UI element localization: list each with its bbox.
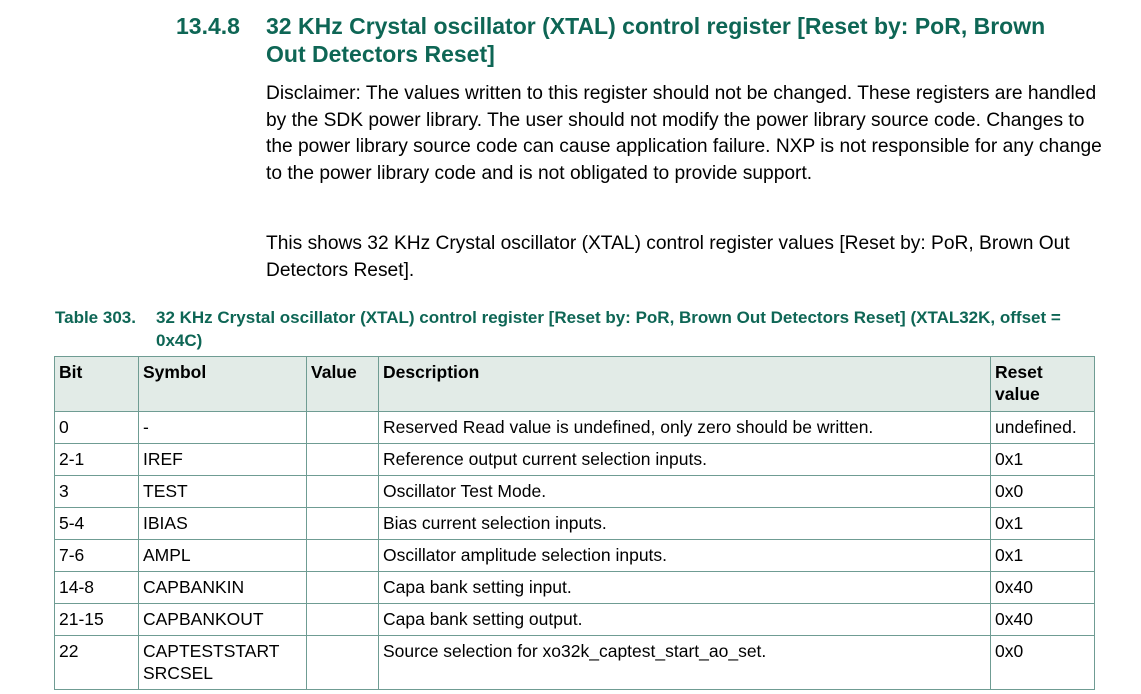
cell-reset: undefined.: [991, 412, 1095, 444]
cell-reset: 0x40: [991, 604, 1095, 636]
cell-bit: 0: [55, 412, 139, 444]
cell-value: [307, 476, 379, 508]
cell-value: [307, 636, 379, 690]
table-body: [55, 412, 1095, 690]
cell-description: Source selection for xo32k_captest_start_ao_set.: [379, 636, 991, 690]
table-row: [55, 572, 1095, 604]
cell-symbol: IREF: [139, 444, 307, 476]
cell-bit: 7-6: [55, 540, 139, 572]
cell-symbol: CAPTESTSTART SRCSEL: [139, 636, 307, 690]
cell-reset: 0x1: [991, 540, 1095, 572]
header-value: Value: [307, 357, 379, 412]
header-reset-value: Reset value: [991, 357, 1095, 412]
cell-reset: 0x40: [991, 572, 1095, 604]
cell-value: [307, 540, 379, 572]
table-row: [55, 604, 1095, 636]
table-label: Table 303.: [55, 308, 136, 327]
table-row: [55, 476, 1095, 508]
cell-description: Capa bank setting output.: [379, 604, 991, 636]
cell-bit: 5-4: [55, 508, 139, 540]
cell-bit: 22: [55, 636, 139, 690]
cell-symbol: AMPL: [139, 540, 307, 572]
cell-value: [307, 444, 379, 476]
cell-bit: 14-8: [55, 572, 139, 604]
disclaimer-paragraph: Disclaimer: The values written to this register should not be changed. These registers are handled by the SDK power library. The user should not modify the power library source code. Changes to the power library source code can cause application failure. NXP is not responsible for any change to the power library code and is not obligated to provide support.: [266, 83, 1102, 184]
header-symbol: Symbol: [139, 357, 307, 412]
cell-description: Oscillator amplitude selection inputs.: [379, 540, 991, 572]
section-number: 13.4.8: [176, 13, 240, 39]
register-table: [54, 356, 1095, 690]
cell-reset: 0x1: [991, 444, 1095, 476]
cell-bit: 2-1: [55, 444, 139, 476]
cell-description: Reserved Read value is undefined, only zero should be written.: [379, 412, 991, 444]
cell-value: [307, 412, 379, 444]
intro-paragraph: This shows 32 KHz Crystal oscillator (XTAL) control register values [Reset by: PoR, Brown Out Detectors Reset].: [266, 233, 1070, 281]
cell-description: Bias current selection inputs.: [379, 508, 991, 540]
cell-value: [307, 604, 379, 636]
cell-value: [307, 572, 379, 604]
cell-reset: 0x0: [991, 476, 1095, 508]
cell-symbol: CAPBANKIN: [139, 572, 307, 604]
table-row: [55, 508, 1095, 540]
cell-symbol: CAPBANKOUT: [139, 604, 307, 636]
table-caption-text: 32 KHz Crystal oscillator (XTAL) control register [Reset by: PoR, Brown Out Detectors Reset] (XTAL32K, offset = 0x4C): [156, 308, 1061, 350]
table-row: [55, 444, 1095, 476]
table-header-row: [55, 357, 1095, 412]
cell-description: Oscillator Test Mode.: [379, 476, 991, 508]
cell-bit: 3: [55, 476, 139, 508]
table-row: [55, 636, 1095, 690]
cell-bit: 21-15: [55, 604, 139, 636]
section-title: 32 KHz Crystal oscillator (XTAL) control register [Reset by: PoR, Brown Out Detectors Reset]: [266, 13, 1046, 67]
cell-reset: 0x0: [991, 636, 1095, 690]
cell-description: Reference output current selection inputs.: [379, 444, 991, 476]
cell-value: [307, 508, 379, 540]
header-bit: Bit: [55, 357, 139, 412]
table-row: [55, 540, 1095, 572]
cell-symbol: TEST: [139, 476, 307, 508]
cell-description: Capa bank setting input.: [379, 572, 991, 604]
header-description: Description: [379, 357, 991, 412]
table-row: [55, 412, 1095, 444]
cell-symbol: IBIAS: [139, 508, 307, 540]
cell-reset: 0x1: [991, 508, 1095, 540]
cell-symbol: -: [139, 412, 307, 444]
